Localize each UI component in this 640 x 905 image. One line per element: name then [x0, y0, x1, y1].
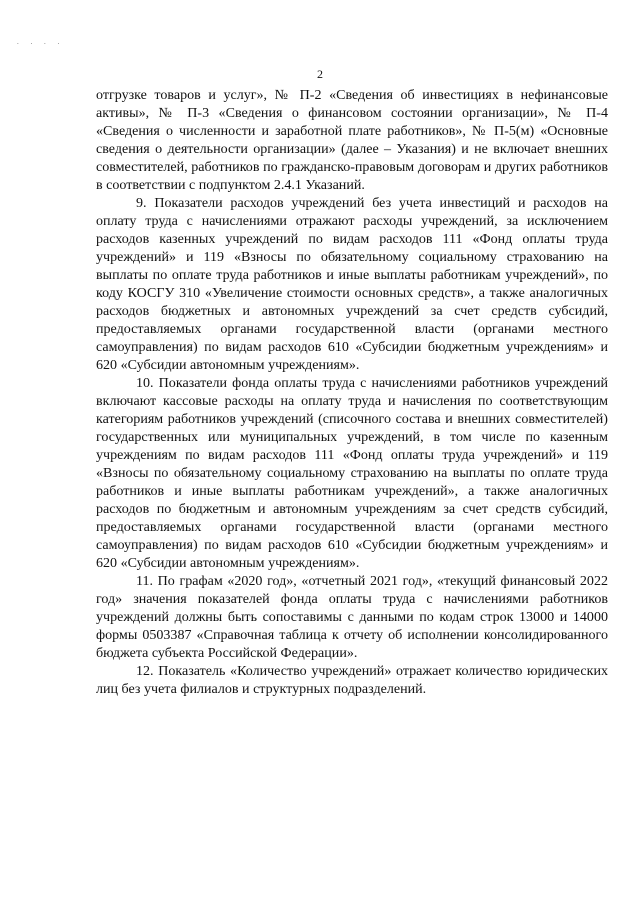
paragraph-item-11: 11. По графам «2020 год», «отчетный 2021 год», «текущий финансовый 2022 год» значения показателей фонда оплаты труда с начислениями работников учреждений должны быть сопоставимы с данными по кодам строк 13000 и 14000 формы 0503387 «Справочная таблица к отчету об исполнении консолидированного бюджета субъекта Российской Федерации».: [96, 573, 608, 661]
document-body: [96, 86, 608, 698]
paragraph-item-12: 12. Показатель «Количество учреждений» отражает количество юридических лиц без учета филиалов и структурных подразделений.: [96, 663, 608, 697]
scan-corner-marks: . . . .: [17, 38, 65, 46]
paragraph-item-10: 10. Показатели фонда оплаты труда с начислениями работников учреждений включают кассовые расходы на оплату труда и начисления по соответствующим категориям работников учреждений (списочного состава и внешних совместителей) государственных или муниципальных учреждений, в том числе по казенным учреждениям по видам расходов 111 «Фонд оплаты труда учреждений» и 119 «Взносы по обязательному социальному страхованию на выплаты по оплате труда работников и иные выплаты работникам учреждений», а также аналогичных расходов по бюджетным и автономным учреждениям за счет средств субсидий, предоставляемых органами государственной власти (органами местного самоуправления) по видам расходов 610 «Субсидии бюджетным учреждениям» и 620 «Субсидии автономным учреждениям».: [96, 375, 608, 571]
paragraph-continuation: отгрузке товаров и услуг», № П-2 «Сведения об инвестициях в нефинансовые активы», № П-3 «Сведения о финансовом состоянии организации», № П-4 «Сведения о численности и заработной плате работников», № П-5(м) «Основные сведения о деятельности организации» (далее – Указания) и не включает внешних совместителей, работников по гражданско-правовым договорам и других работников в соответствии с подпунктом 2.4.1 Указаний.: [96, 87, 608, 193]
paragraph-item-9: 9. Показатели расходов учреждений без учета инвестиций и расходов на оплату труда с начислениями отражают расходы учреждений, за исключением расходов казенных учреждений по видам расходов 111 «Фонд оплаты труда учреждений» и 119 «Взносы по обязательному социальному страхованию на выплаты по оплате труда работников и иные выплаты работникам учреждений», по коду КОСГУ 310 «Увеличение стоимости основных средств», а также аналогичных расходов бюджетных и автономных учреждений за счет средств субсидий, предоставляемых органами государственной власти (органами местного самоуправления) по видам расходов 610 «Субсидии бюджетным учреждениям» и 620 «Субсидии автономным учреждениям».: [96, 195, 608, 373]
page-number: 2: [317, 67, 323, 81]
